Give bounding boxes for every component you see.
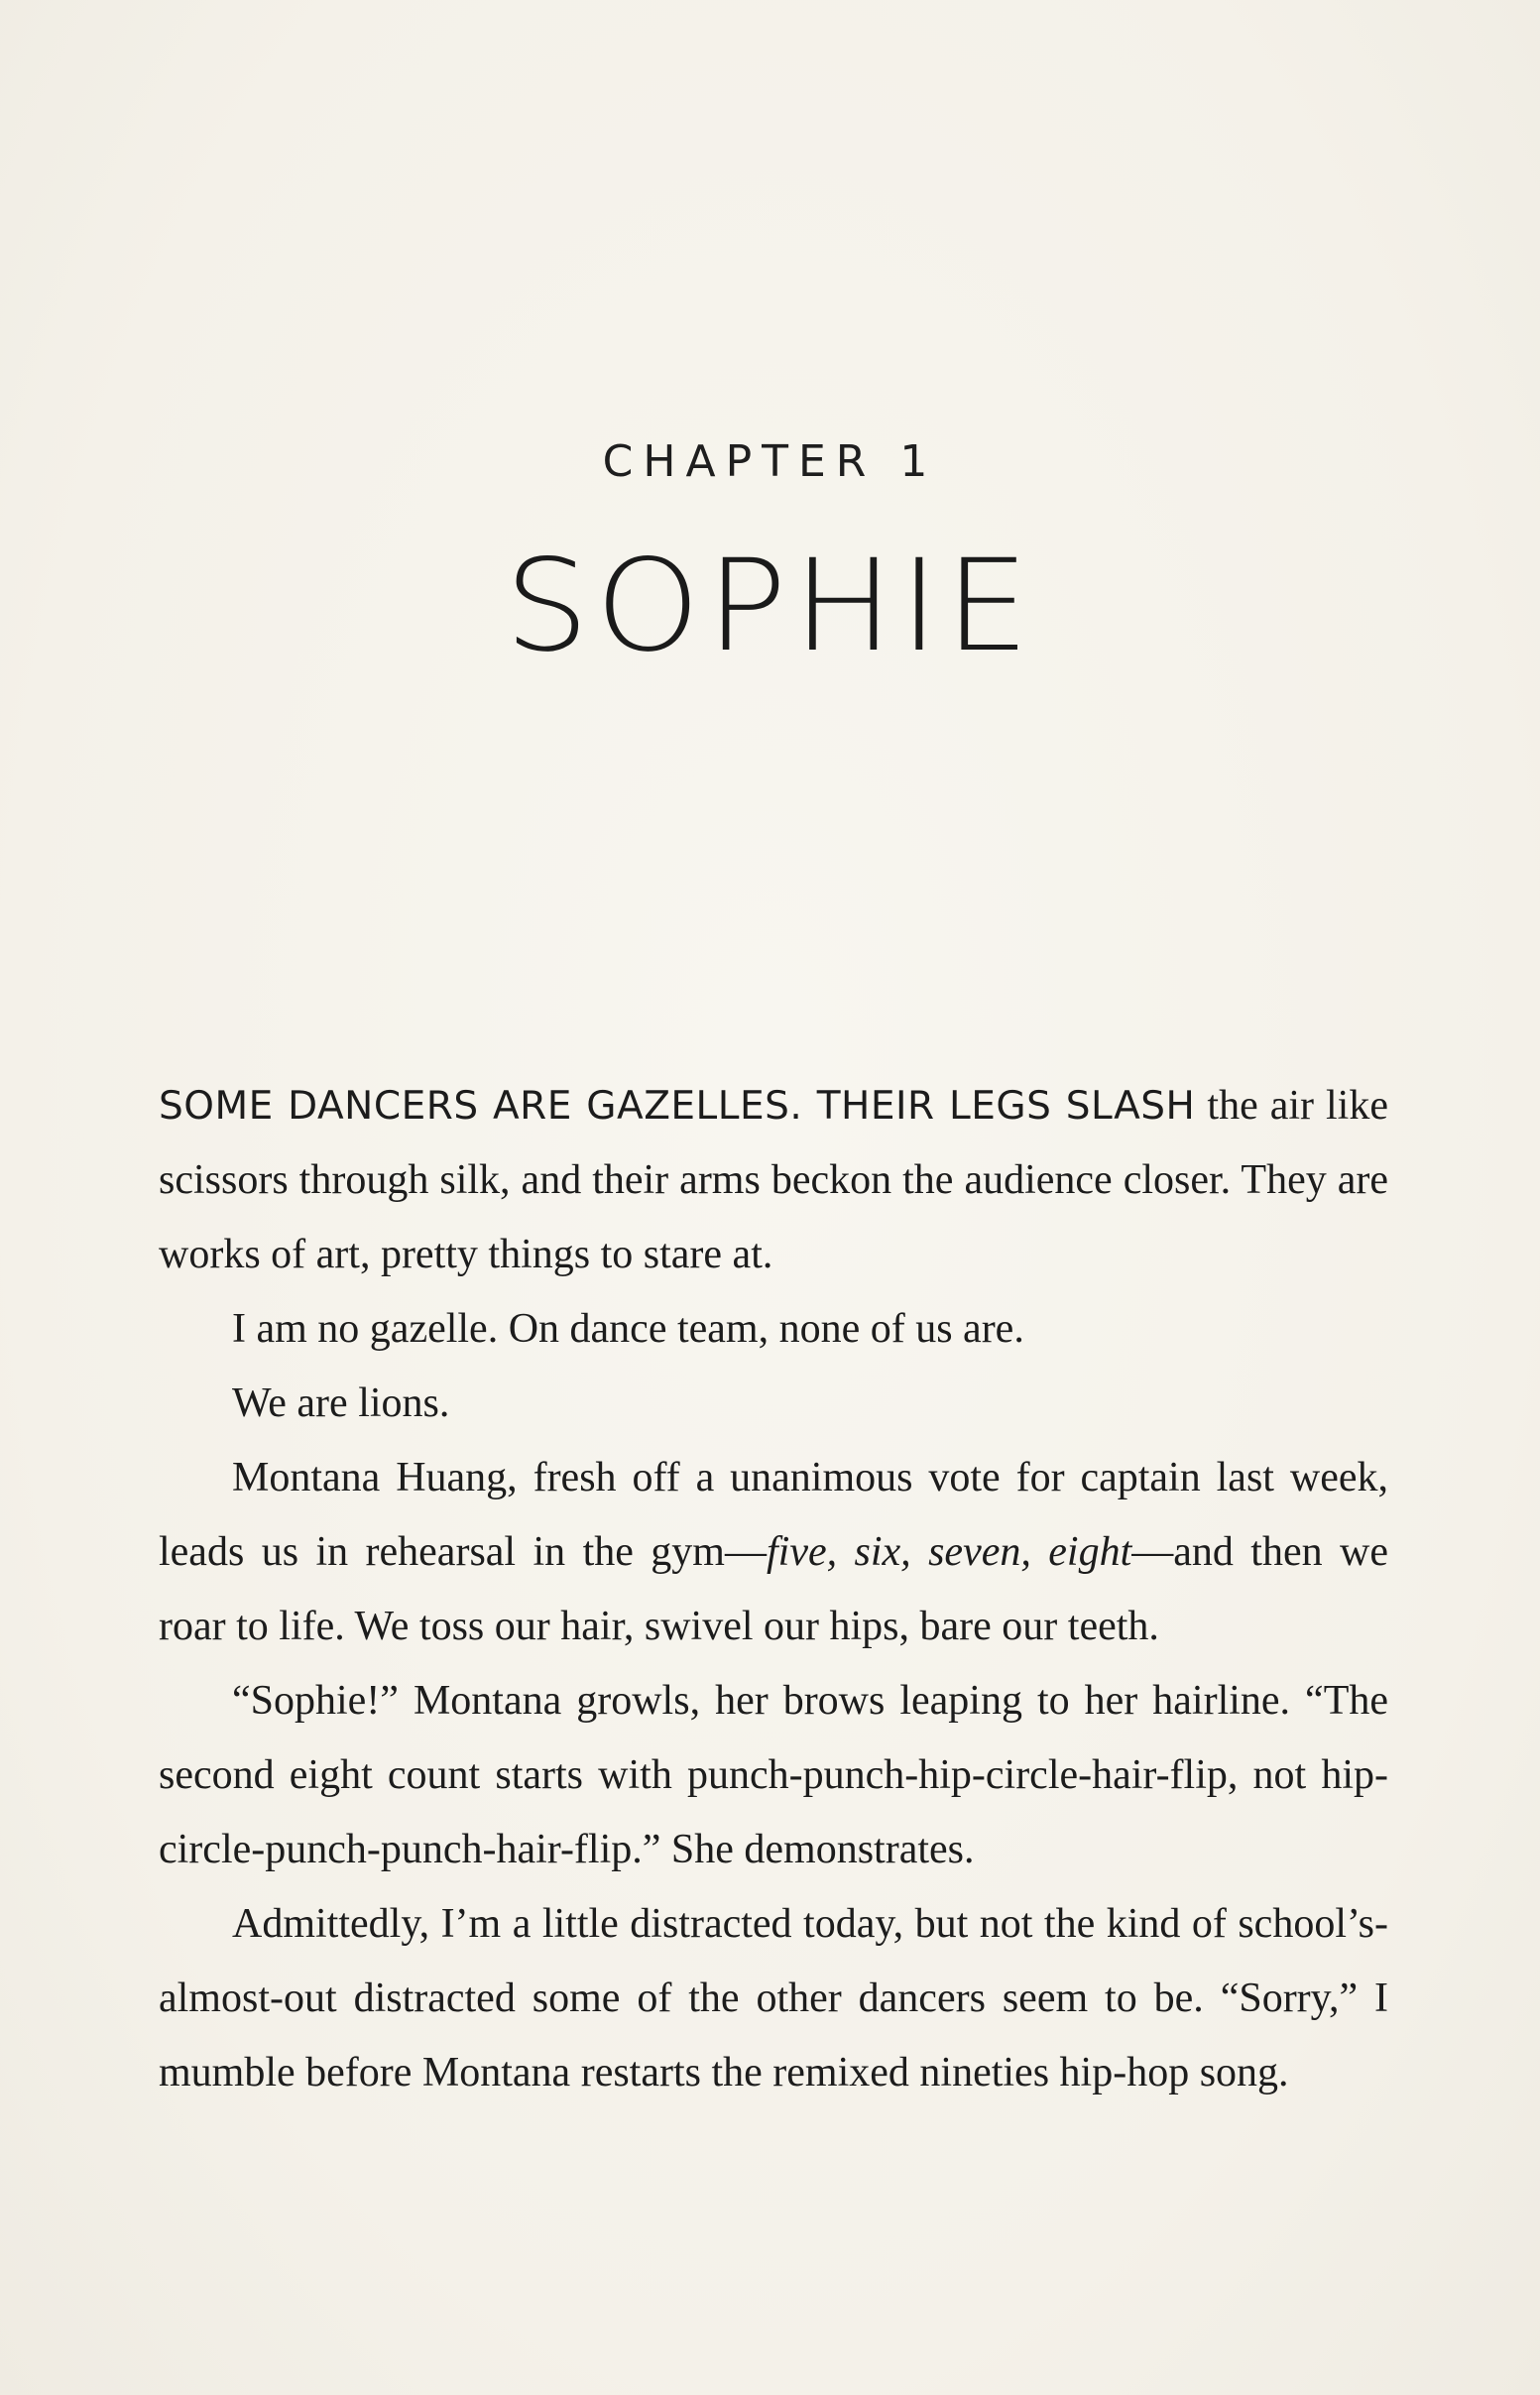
paragraph-2: I am no gazelle. On dance team, none of us are. bbox=[232, 1306, 1024, 1352]
paragraph-4 bbox=[159, 1441, 1388, 1664]
paragraph-4-italic: five, six, seven, eight bbox=[766, 1529, 1132, 1575]
paragraph-3: We are lions. bbox=[232, 1380, 450, 1426]
paragraph-1-text: the air like scissors through silk, and their arms beckon the audience closer. They are works of art, pretty things to stare at. bbox=[159, 1083, 1388, 1277]
chapter-body bbox=[159, 1069, 1388, 2110]
paragraph-6: Admittedly, I’m a little distracted today, but not the kind of school’s-almost-out distracted some of the other dancers seem to be. “Sorry,” I mumble before Montana restarts the remixed nineties hip-hop song. bbox=[159, 1901, 1388, 2096]
paragraph-4-text-b: —and then we roar to life. We toss our hair, swivel our hips, bare our teeth. bbox=[159, 1529, 1388, 1649]
paragraph-5: “Sophie!” Montana growls, her brows leaping to her hairline. “The second eight count starts with punch-punch-hip-circle-hair-flip, not hip-circle-punch-punch-hair-flip.” She demonstrates. bbox=[159, 1678, 1388, 1872]
paragraph-1-lead-caps: SOME DANCERS ARE GAZELLES. THEIR LEGS SLASH bbox=[159, 1084, 1196, 1129]
paragraph-4-text-a: Montana Huang, fresh off a unanimous vote for captain last week, leads us in rehearsal in the gym— bbox=[159, 1455, 1388, 1575]
paragraph-1 bbox=[159, 1069, 1388, 1292]
chapter-title: SOPHIE bbox=[504, 533, 1036, 680]
chapter-number: CHAPTER 1 bbox=[602, 436, 938, 487]
